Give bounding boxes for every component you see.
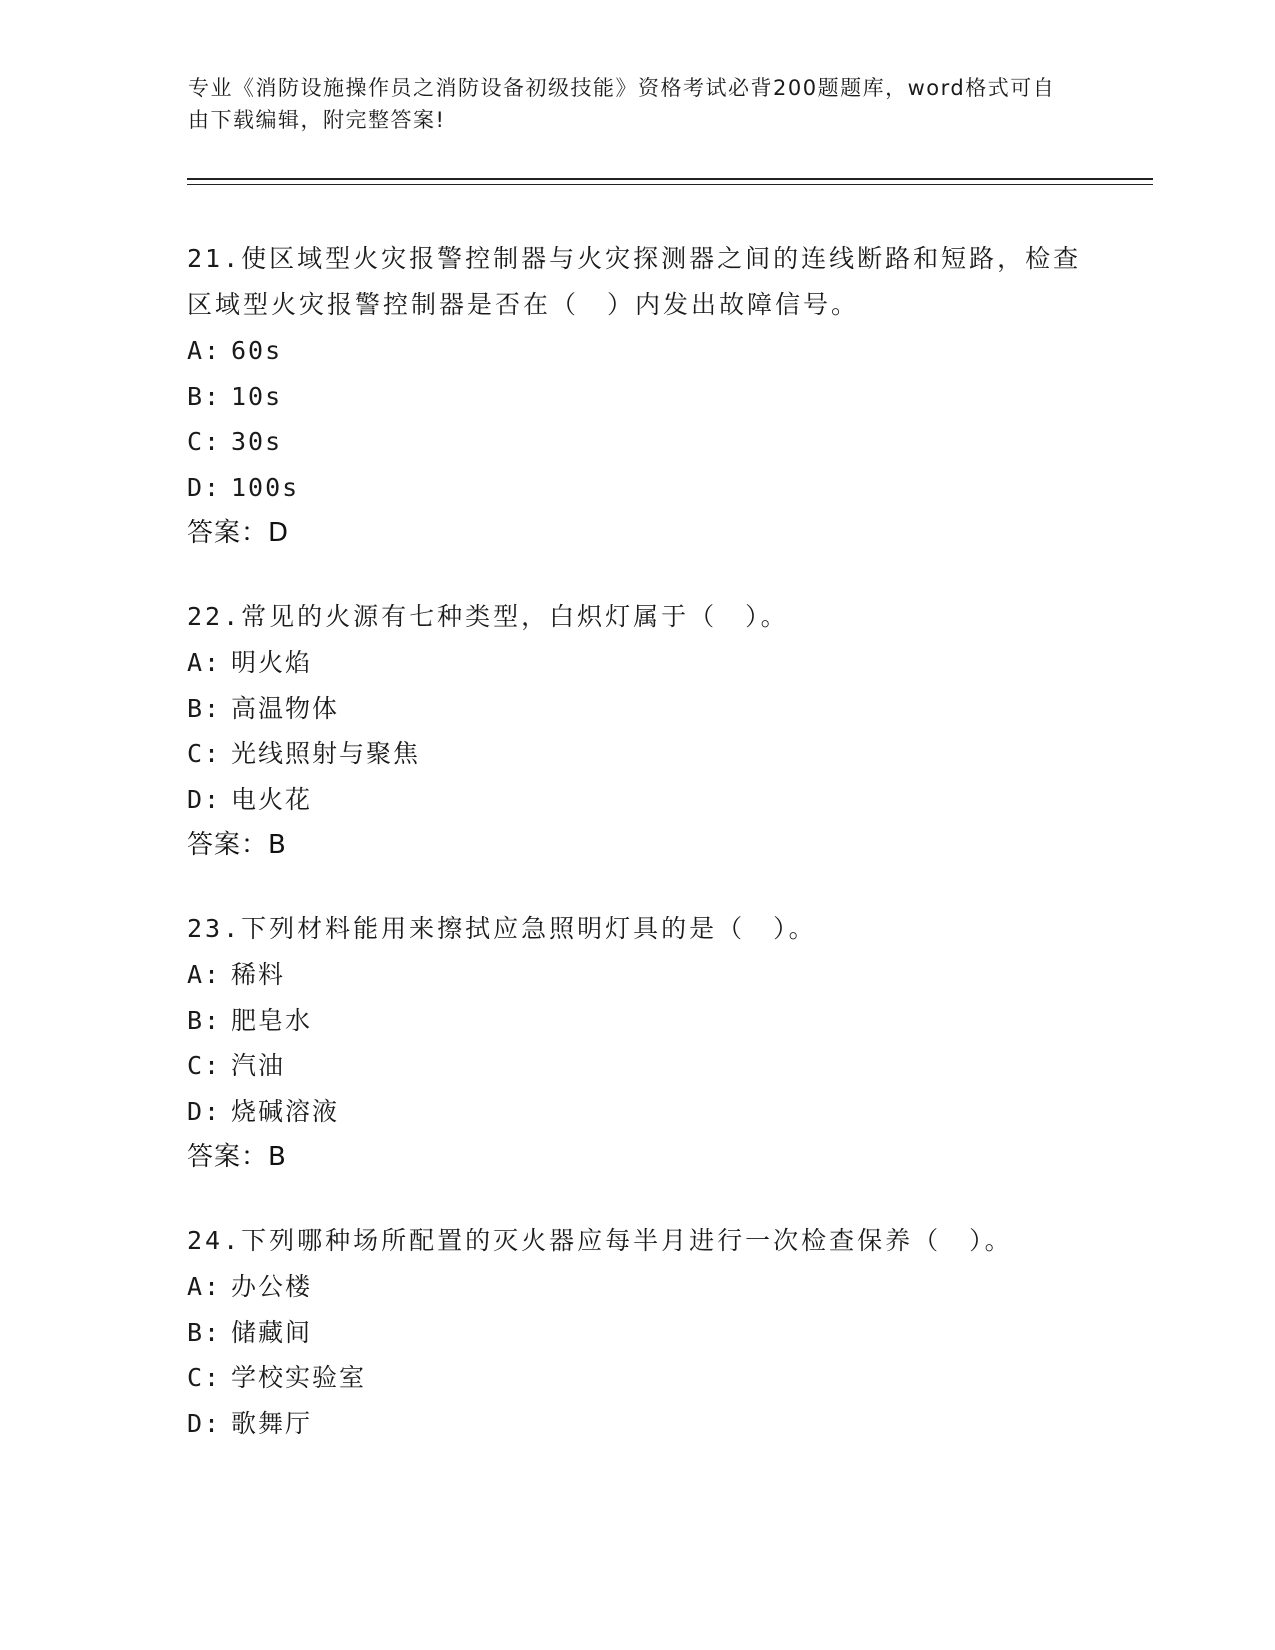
header-divider-bottom bbox=[187, 184, 1153, 185]
option-a bbox=[187, 952, 1087, 998]
option-text: 高温物体 bbox=[231, 693, 340, 723]
option-label: A: bbox=[187, 336, 222, 365]
option-text: 办公楼 bbox=[231, 1272, 313, 1301]
option-label: B: bbox=[187, 1005, 222, 1035]
question-stem: 22.常见的火源有七种类型，白炽灯属于（ ）。 bbox=[187, 602, 789, 631]
option-b bbox=[187, 686, 1087, 732]
option-d bbox=[187, 1089, 1087, 1135]
question-stem: 21.使区域型火灾报警控制器与火灾探测器之间的连线断路和短路，检查区域型火灾报警控制器是否在（ ）内发出故障信号。 bbox=[187, 244, 1082, 319]
option-text: 光线照射与聚焦 bbox=[231, 739, 421, 768]
question-23 bbox=[187, 906, 1087, 1180]
answer: 答案：D bbox=[187, 518, 290, 548]
option-label: B: bbox=[187, 1317, 222, 1347]
option-label: D: bbox=[187, 1408, 222, 1438]
option-label: C: bbox=[187, 1363, 222, 1392]
question-21 bbox=[187, 236, 1087, 556]
option-label: D: bbox=[187, 784, 222, 814]
option-text: 歌舞厅 bbox=[231, 1408, 313, 1438]
option-label: A: bbox=[187, 1272, 222, 1301]
option-label: C: bbox=[187, 739, 222, 768]
option-b bbox=[187, 1310, 1087, 1356]
option-label: B: bbox=[187, 693, 222, 723]
option-a bbox=[187, 640, 1087, 686]
option-a bbox=[187, 328, 1087, 374]
question-list bbox=[187, 236, 1087, 1484]
option-text: 10s bbox=[231, 381, 283, 411]
option-text: 电火花 bbox=[231, 784, 313, 814]
question-24 bbox=[187, 1218, 1087, 1446]
option-c bbox=[187, 1043, 1087, 1089]
option-label: B: bbox=[187, 381, 222, 411]
option-text: 储藏间 bbox=[231, 1317, 313, 1347]
option-c bbox=[187, 419, 1087, 465]
option-d bbox=[187, 465, 1087, 511]
option-a bbox=[187, 1264, 1087, 1310]
option-label: C: bbox=[187, 1051, 222, 1080]
option-label: A: bbox=[187, 648, 222, 677]
option-d bbox=[187, 1401, 1087, 1447]
question-stem: 23.下列材料能用来擦拭应急照明灯具的是（ ）。 bbox=[187, 914, 817, 943]
option-b bbox=[187, 374, 1087, 420]
option-text: 肥皂水 bbox=[231, 1005, 313, 1035]
option-text: 稀料 bbox=[231, 960, 286, 989]
option-text: 烧碱溶液 bbox=[231, 1096, 340, 1126]
option-c bbox=[187, 1355, 1087, 1401]
option-label: D: bbox=[187, 472, 222, 502]
option-label: C: bbox=[187, 427, 222, 456]
document-header: 专业《消防设施操作员之消防设备初级技能》资格考试必背200题题库，word格式可自由下载编辑，附完整答案! bbox=[188, 76, 1056, 132]
option-text: 汽油 bbox=[231, 1051, 286, 1080]
question-stem: 24.下列哪种场所配置的灭火器应每半月进行一次检查保养（ ）。 bbox=[187, 1226, 1013, 1255]
option-d bbox=[187, 777, 1087, 823]
option-text: 100s bbox=[231, 472, 300, 502]
option-b bbox=[187, 998, 1087, 1044]
option-text: 学校实验室 bbox=[231, 1363, 367, 1392]
answer: 答案：B bbox=[187, 830, 287, 860]
question-22 bbox=[187, 594, 1087, 868]
option-text: 明火焰 bbox=[231, 648, 313, 677]
option-c bbox=[187, 731, 1087, 777]
option-label: D: bbox=[187, 1096, 222, 1126]
option-label: A: bbox=[187, 960, 222, 989]
option-text: 30s bbox=[231, 427, 283, 456]
header-divider-top bbox=[187, 178, 1153, 180]
option-text: 60s bbox=[231, 336, 283, 365]
answer: 答案：B bbox=[187, 1142, 287, 1172]
